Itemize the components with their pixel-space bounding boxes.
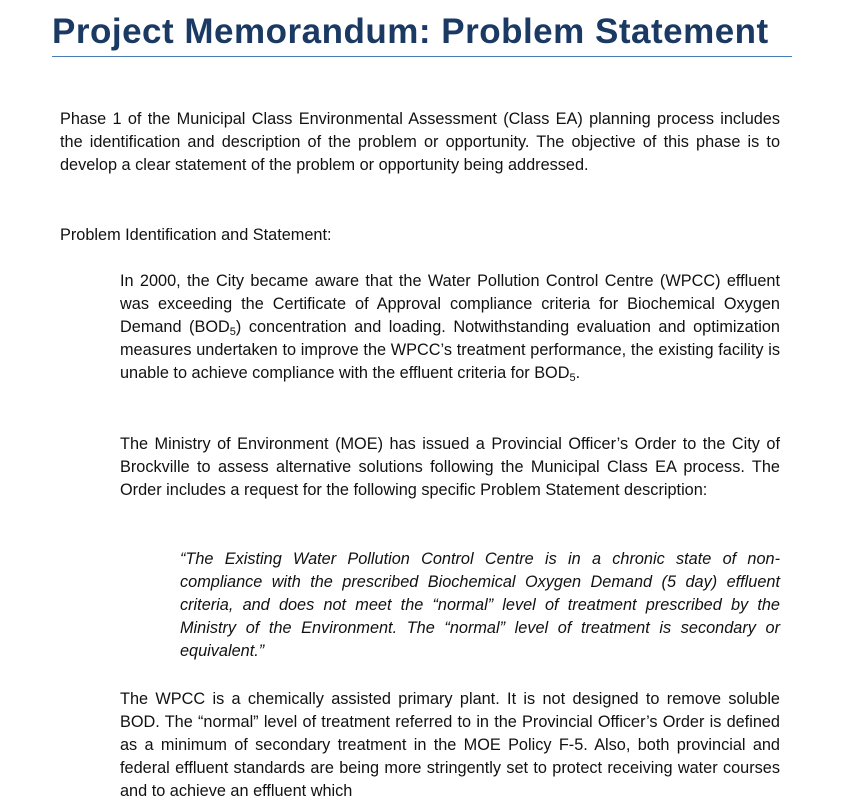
subscript-5: 5 xyxy=(229,326,236,338)
history-text-1: In 2000, the City became aware that the Water Pollution Control Centre (WPCC) effluent was exceeding the Certificate of Approval compliance criteria for Biochemical Oxygen Demand (BOD xyxy=(120,272,780,336)
ministry-order-paragraph: The Ministry of Environment (MOE) has issued a Provincial Officer’s Order to the City of Brockville to assess alternative solutions following the Municipal Class EA process. The Order includes a request for the following specific Problem Statement description: xyxy=(120,435,780,499)
plant-description-paragraph: The WPCC is a chemically assisted primary plant. It is not designed to remove soluble BOD. The “normal” level of treatment referred to in the Provincial Officer’s Order is defined as a minimum of secondary treatment in the MOE Policy F-5. Also, both provincial and federal effluent standards are being more stringently set to protect receiving water courses and to achieve an effluent which xyxy=(120,690,780,800)
history-text-3: . xyxy=(575,364,581,382)
subscript-5: 5 xyxy=(569,372,576,384)
history-paragraph xyxy=(120,270,780,385)
problem-statement-quote: “The Existing Water Pollution Control Centre is in a chronic state of non-compliance with the prescribed Biochemical Oxygen Demand (5 day) effluent criteria, and does not meet the “normal” level of treatment prescribed by the Ministry of the Environment. The “normal” level of treatment is secondary or equivalent.” xyxy=(180,550,780,660)
history-text-2: ) concentration and loading. Notwithstanding evaluation and optimization measures undertaken to improve the WPCC’s treatment performance, the existing facility is unable to achieve compliance with the effluent criteria for BOD xyxy=(120,318,780,382)
title-divider xyxy=(52,56,792,57)
intro-paragraph: Phase 1 of the Municipal Class Environmental Assessment (Class EA) planning process includes the identification and description of the problem or opportunity. The objective of this phase is to develop a clear statement of the problem or opportunity being addressed. xyxy=(60,110,780,174)
page-title: Project Memorandum: Problem Statement xyxy=(52,12,769,51)
section-heading: Problem Identification and Statement: xyxy=(60,226,332,244)
